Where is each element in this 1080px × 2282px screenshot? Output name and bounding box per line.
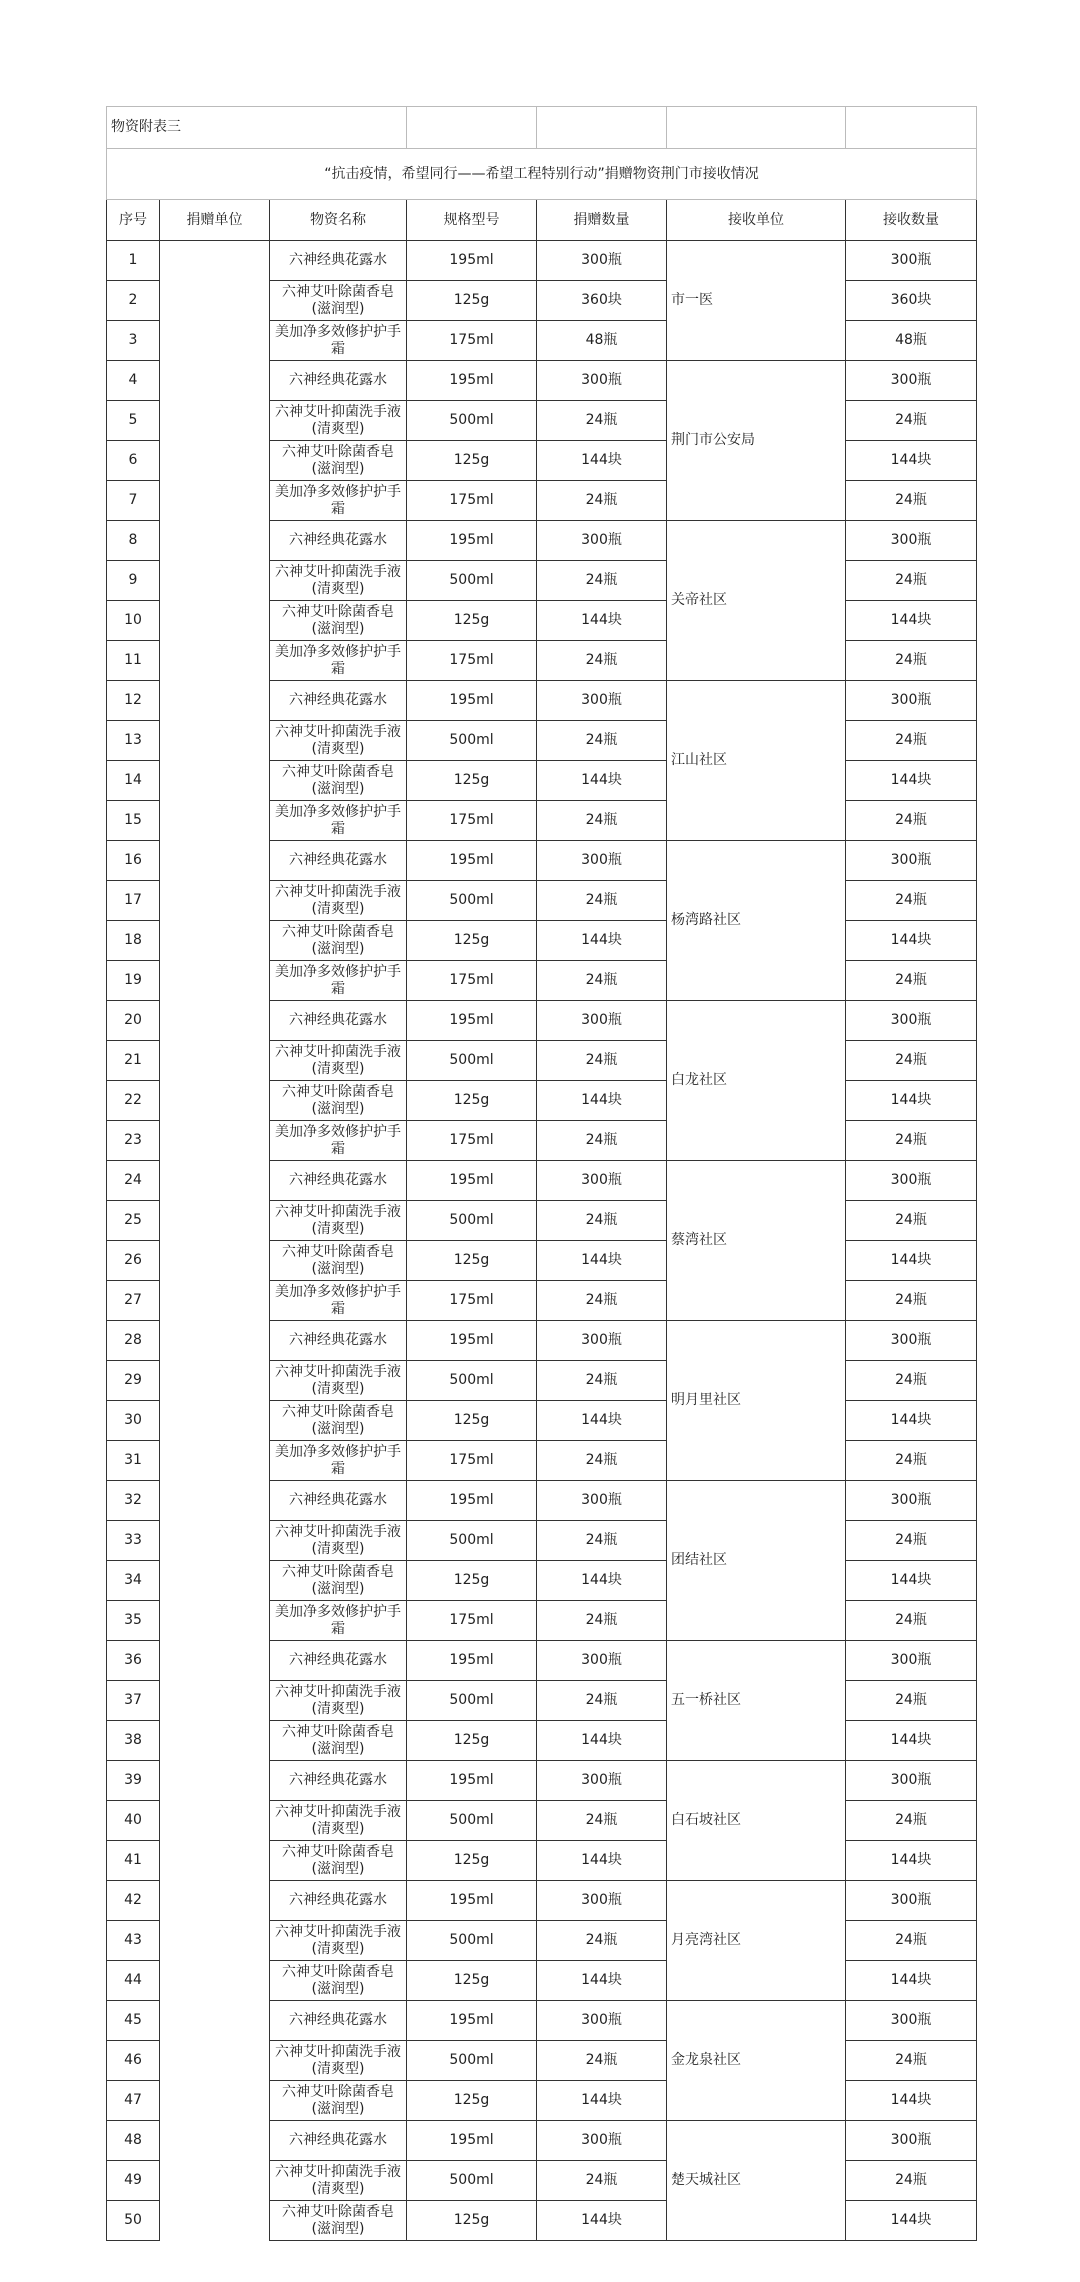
donated-qty-cell: 24瓶 xyxy=(537,1921,667,1961)
recipient-cell: 蔡湾社区 xyxy=(667,1161,846,1321)
seq-cell: 4 xyxy=(107,361,160,401)
item-name-cell: 六神艾叶除菌香皂(滋润型) xyxy=(270,1241,407,1281)
recipient-cell: 明月里社区 xyxy=(667,1321,846,1481)
received-qty-cell: 144块 xyxy=(846,601,977,641)
item-name-cell: 美加净多效修护护手霜 xyxy=(270,1281,407,1321)
donated-qty-cell: 144块 xyxy=(537,601,667,641)
donation-receipt-table xyxy=(106,106,977,2241)
seq-cell: 8 xyxy=(107,521,160,561)
spec-cell: 175ml xyxy=(407,961,537,1001)
seq-cell: 41 xyxy=(107,1841,160,1881)
spec-cell: 125g xyxy=(407,1841,537,1881)
received-qty-cell: 300瓶 xyxy=(846,2001,977,2041)
recipient-cell: 金龙泉社区 xyxy=(667,2001,846,2121)
received-qty-cell: 144块 xyxy=(846,1561,977,1601)
donated-qty-cell: 48瓶 xyxy=(537,321,667,361)
recipient-cell: 市一医 xyxy=(667,241,846,361)
seq-cell: 5 xyxy=(107,401,160,441)
seq-cell: 9 xyxy=(107,561,160,601)
recipient-cell: 白龙社区 xyxy=(667,1001,846,1161)
seq-cell: 48 xyxy=(107,2121,160,2161)
donated-qty-cell: 360块 xyxy=(537,281,667,321)
spec-cell: 125g xyxy=(407,2081,537,2121)
received-qty-cell: 144块 xyxy=(846,2201,977,2241)
recipient-cell: 五一桥社区 xyxy=(667,1641,846,1761)
item-name-cell: 美加净多效修护护手霜 xyxy=(270,481,407,521)
seq-cell: 30 xyxy=(107,1401,160,1441)
item-name-cell: 六神艾叶抑菌洗手液(清爽型) xyxy=(270,1041,407,1081)
spec-cell: 500ml xyxy=(407,1921,537,1961)
donated-qty-cell: 24瓶 xyxy=(537,2161,667,2201)
seq-cell: 26 xyxy=(107,1241,160,1281)
spec-cell: 125g xyxy=(407,1561,537,1601)
received-qty-cell: 144块 xyxy=(846,1241,977,1281)
received-qty-cell: 144块 xyxy=(846,1401,977,1441)
spec-cell: 195ml xyxy=(407,681,537,721)
spec-cell: 125g xyxy=(407,601,537,641)
received-qty-cell: 144块 xyxy=(846,1081,977,1121)
donated-qty-cell: 24瓶 xyxy=(537,961,667,1001)
donated-qty-cell: 24瓶 xyxy=(537,401,667,441)
item-name-cell: 六神艾叶抑菌洗手液(清爽型) xyxy=(270,1921,407,1961)
received-qty-cell: 24瓶 xyxy=(846,1521,977,1561)
item-name-cell: 六神经典花露水 xyxy=(270,841,407,881)
received-qty-cell: 300瓶 xyxy=(846,521,977,561)
item-name-cell: 六神艾叶抑菌洗手液(清爽型) xyxy=(270,881,407,921)
item-name-cell: 六神艾叶抑菌洗手液(清爽型) xyxy=(270,2041,407,2081)
seq-cell: 35 xyxy=(107,1601,160,1641)
item-name-cell: 六神艾叶除菌香皂(滋润型) xyxy=(270,1961,407,2001)
donated-qty-cell: 300瓶 xyxy=(537,841,667,881)
donated-qty-cell: 144块 xyxy=(537,1241,667,1281)
header-recipient: 接收单位 xyxy=(667,200,846,241)
item-name-cell: 美加净多效修护护手霜 xyxy=(270,801,407,841)
seq-cell: 10 xyxy=(107,601,160,641)
spec-cell: 125g xyxy=(407,1081,537,1121)
seq-cell: 33 xyxy=(107,1521,160,1561)
received-qty-cell: 300瓶 xyxy=(846,1641,977,1681)
spec-cell: 175ml xyxy=(407,321,537,361)
received-qty-cell: 144块 xyxy=(846,441,977,481)
spec-cell: 500ml xyxy=(407,1801,537,1841)
item-name-cell: 六神经典花露水 xyxy=(270,1321,407,1361)
header-donor: 捐赠单位 xyxy=(160,200,270,241)
received-qty-cell: 360块 xyxy=(846,281,977,321)
seq-cell: 12 xyxy=(107,681,160,721)
seq-cell: 13 xyxy=(107,721,160,761)
seq-cell: 11 xyxy=(107,641,160,681)
received-qty-cell: 144块 xyxy=(846,761,977,801)
recipient-cell: 月亮湾社区 xyxy=(667,1881,846,2001)
item-name-cell: 六神艾叶除菌香皂(滋润型) xyxy=(270,1561,407,1601)
donated-qty-cell: 300瓶 xyxy=(537,1161,667,1201)
received-qty-cell: 24瓶 xyxy=(846,481,977,521)
donated-qty-cell: 24瓶 xyxy=(537,1281,667,1321)
seq-cell: 40 xyxy=(107,1801,160,1841)
item-name-cell: 六神经典花露水 xyxy=(270,681,407,721)
donated-qty-cell: 300瓶 xyxy=(537,361,667,401)
seq-cell: 47 xyxy=(107,2081,160,2121)
spec-cell: 125g xyxy=(407,1961,537,2001)
item-name-cell: 六神艾叶抑菌洗手液(清爽型) xyxy=(270,1201,407,1241)
received-qty-cell: 24瓶 xyxy=(846,1361,977,1401)
spec-cell: 195ml xyxy=(407,1481,537,1521)
spec-cell: 195ml xyxy=(407,521,537,561)
received-qty-cell: 300瓶 xyxy=(846,1481,977,1521)
received-qty-cell: 300瓶 xyxy=(846,1161,977,1201)
recipient-cell: 杨湾路社区 xyxy=(667,841,846,1001)
spec-cell: 500ml xyxy=(407,1361,537,1401)
item-name-cell: 六神经典花露水 xyxy=(270,1001,407,1041)
received-qty-cell: 24瓶 xyxy=(846,2161,977,2201)
item-name-cell: 六神艾叶抑菌洗手液(清爽型) xyxy=(270,561,407,601)
spec-cell: 500ml xyxy=(407,2161,537,2201)
spec-cell: 195ml xyxy=(407,1321,537,1361)
item-name-cell: 六神艾叶抑菌洗手液(清爽型) xyxy=(270,1521,407,1561)
seq-cell: 19 xyxy=(107,961,160,1001)
seq-cell: 6 xyxy=(107,441,160,481)
spec-cell: 195ml xyxy=(407,241,537,281)
seq-cell: 28 xyxy=(107,1321,160,1361)
item-name-cell: 六神经典花露水 xyxy=(270,2001,407,2041)
donated-qty-cell: 24瓶 xyxy=(537,1121,667,1161)
item-name-cell: 六神经典花露水 xyxy=(270,361,407,401)
received-qty-cell: 144块 xyxy=(846,1721,977,1761)
seq-cell: 38 xyxy=(107,1721,160,1761)
item-name-cell: 六神艾叶除菌香皂(滋润型) xyxy=(270,1841,407,1881)
seq-cell: 37 xyxy=(107,1681,160,1721)
item-name-cell: 六神艾叶除菌香皂(滋润型) xyxy=(270,921,407,961)
spec-cell: 175ml xyxy=(407,1121,537,1161)
empty-cell xyxy=(667,107,846,149)
seq-cell: 15 xyxy=(107,801,160,841)
spec-cell: 175ml xyxy=(407,801,537,841)
spec-cell: 125g xyxy=(407,1721,537,1761)
spec-cell: 125g xyxy=(407,1241,537,1281)
seq-cell: 42 xyxy=(107,1881,160,1921)
spec-cell: 195ml xyxy=(407,841,537,881)
header-received-qty: 接收数量 xyxy=(846,200,977,241)
item-name-cell: 六神艾叶除菌香皂(滋润型) xyxy=(270,2201,407,2241)
donated-qty-cell: 300瓶 xyxy=(537,1761,667,1801)
item-name-cell: 六神艾叶除菌香皂(滋润型) xyxy=(270,1721,407,1761)
item-name-cell: 六神艾叶除菌香皂(滋润型) xyxy=(270,1081,407,1121)
received-qty-cell: 144块 xyxy=(846,921,977,961)
item-name-cell: 六神艾叶除菌香皂(滋润型) xyxy=(270,441,407,481)
donated-qty-cell: 300瓶 xyxy=(537,2121,667,2161)
recipient-cell: 荆门市公安局 xyxy=(667,361,846,521)
spec-cell: 500ml xyxy=(407,561,537,601)
received-qty-cell: 300瓶 xyxy=(846,1881,977,1921)
empty-cell xyxy=(407,107,537,149)
donated-qty-cell: 144块 xyxy=(537,1561,667,1601)
seq-cell: 14 xyxy=(107,761,160,801)
received-qty-cell: 24瓶 xyxy=(846,961,977,1001)
donated-qty-cell: 24瓶 xyxy=(537,641,667,681)
donated-qty-cell: 300瓶 xyxy=(537,1001,667,1041)
donated-qty-cell: 24瓶 xyxy=(537,1601,667,1641)
seq-cell: 25 xyxy=(107,1201,160,1241)
spec-cell: 125g xyxy=(407,281,537,321)
donated-qty-cell: 24瓶 xyxy=(537,1041,667,1081)
seq-cell: 29 xyxy=(107,1361,160,1401)
seq-cell: 31 xyxy=(107,1441,160,1481)
spec-cell: 125g xyxy=(407,2201,537,2241)
donated-qty-cell: 24瓶 xyxy=(537,1361,667,1401)
spec-cell: 175ml xyxy=(407,481,537,521)
table-row xyxy=(107,241,977,281)
donated-qty-cell: 300瓶 xyxy=(537,241,667,281)
received-qty-cell: 300瓶 xyxy=(846,241,977,281)
spec-cell: 125g xyxy=(407,761,537,801)
seq-cell: 39 xyxy=(107,1761,160,1801)
spec-cell: 500ml xyxy=(407,1681,537,1721)
seq-cell: 45 xyxy=(107,2001,160,2041)
seq-cell: 50 xyxy=(107,2201,160,2241)
seq-cell: 21 xyxy=(107,1041,160,1081)
table-caption: 物资附表三 xyxy=(107,107,407,149)
received-qty-cell: 24瓶 xyxy=(846,881,977,921)
seq-cell: 32 xyxy=(107,1481,160,1521)
seq-cell: 17 xyxy=(107,881,160,921)
recipient-cell: 江山社区 xyxy=(667,681,846,841)
donor-cell xyxy=(160,241,270,2241)
received-qty-cell: 300瓶 xyxy=(846,361,977,401)
received-qty-cell: 24瓶 xyxy=(846,1121,977,1161)
donated-qty-cell: 144块 xyxy=(537,1081,667,1121)
spec-cell: 195ml xyxy=(407,361,537,401)
spec-cell: 125g xyxy=(407,1401,537,1441)
received-qty-cell: 24瓶 xyxy=(846,1041,977,1081)
spec-cell: 500ml xyxy=(407,1041,537,1081)
received-qty-cell: 300瓶 xyxy=(846,2121,977,2161)
seq-cell: 44 xyxy=(107,1961,160,2001)
item-name-cell: 六神经典花露水 xyxy=(270,1761,407,1801)
donated-qty-cell: 24瓶 xyxy=(537,1801,667,1841)
table-title: “抗击疫情，希望同行——希望工程特别行动”捐赠物资荆门市接收情况 xyxy=(107,149,977,200)
spec-cell: 175ml xyxy=(407,1281,537,1321)
item-name-cell: 美加净多效修护护手霜 xyxy=(270,1601,407,1641)
header-donated-qty: 捐赠数量 xyxy=(537,200,667,241)
donated-qty-cell: 300瓶 xyxy=(537,2001,667,2041)
donated-qty-cell: 24瓶 xyxy=(537,481,667,521)
seq-cell: 27 xyxy=(107,1281,160,1321)
spec-cell: 500ml xyxy=(407,1521,537,1561)
item-name-cell: 美加净多效修护护手霜 xyxy=(270,1121,407,1161)
donated-qty-cell: 144块 xyxy=(537,2081,667,2121)
seq-cell: 49 xyxy=(107,2161,160,2201)
donated-qty-cell: 144块 xyxy=(537,921,667,961)
seq-cell: 2 xyxy=(107,281,160,321)
spec-cell: 125g xyxy=(407,441,537,481)
item-name-cell: 六神经典花露水 xyxy=(270,521,407,561)
item-name-cell: 美加净多效修护护手霜 xyxy=(270,641,407,681)
seq-cell: 18 xyxy=(107,921,160,961)
received-qty-cell: 24瓶 xyxy=(846,1601,977,1641)
seq-cell: 34 xyxy=(107,1561,160,1601)
donated-qty-cell: 144块 xyxy=(537,1401,667,1441)
seq-cell: 36 xyxy=(107,1641,160,1681)
item-name-cell: 六神经典花露水 xyxy=(270,1481,407,1521)
received-qty-cell: 24瓶 xyxy=(846,2041,977,2081)
spec-cell: 175ml xyxy=(407,1441,537,1481)
item-name-cell: 六神艾叶抑菌洗手液(清爽型) xyxy=(270,1801,407,1841)
received-qty-cell: 24瓶 xyxy=(846,1921,977,1961)
donated-qty-cell: 24瓶 xyxy=(537,2041,667,2081)
header-item-name: 物资名称 xyxy=(270,200,407,241)
donated-qty-cell: 24瓶 xyxy=(537,1201,667,1241)
received-qty-cell: 144块 xyxy=(846,1961,977,2001)
spec-cell: 175ml xyxy=(407,641,537,681)
seq-cell: 22 xyxy=(107,1081,160,1121)
item-name-cell: 美加净多效修护护手霜 xyxy=(270,1441,407,1481)
seq-cell: 3 xyxy=(107,321,160,361)
spec-cell: 195ml xyxy=(407,1761,537,1801)
item-name-cell: 六神艾叶除菌香皂(滋润型) xyxy=(270,281,407,321)
donated-qty-cell: 300瓶 xyxy=(537,1481,667,1521)
item-name-cell: 六神艾叶抑菌洗手液(清爽型) xyxy=(270,1681,407,1721)
seq-cell: 7 xyxy=(107,481,160,521)
received-qty-cell: 24瓶 xyxy=(846,401,977,441)
seq-cell: 46 xyxy=(107,2041,160,2081)
recipient-cell: 楚天城社区 xyxy=(667,2121,846,2241)
spec-cell: 500ml xyxy=(407,1201,537,1241)
received-qty-cell: 48瓶 xyxy=(846,321,977,361)
spec-cell: 195ml xyxy=(407,2001,537,2041)
donated-qty-cell: 24瓶 xyxy=(537,1681,667,1721)
received-qty-cell: 300瓶 xyxy=(846,1761,977,1801)
item-name-cell: 六神经典花露水 xyxy=(270,1641,407,1681)
donated-qty-cell: 144块 xyxy=(537,1961,667,2001)
spec-cell: 125g xyxy=(407,921,537,961)
item-name-cell: 六神经典花露水 xyxy=(270,1881,407,1921)
donated-qty-cell: 300瓶 xyxy=(537,1321,667,1361)
received-qty-cell: 300瓶 xyxy=(846,841,977,881)
donated-qty-cell: 24瓶 xyxy=(537,1521,667,1561)
received-qty-cell: 300瓶 xyxy=(846,1321,977,1361)
received-qty-cell: 144块 xyxy=(846,2081,977,2121)
item-name-cell: 美加净多效修护护手霜 xyxy=(270,961,407,1001)
item-name-cell: 美加净多效修护护手霜 xyxy=(270,321,407,361)
recipient-cell: 白石坡社区 xyxy=(667,1761,846,1881)
caption-row xyxy=(107,107,977,149)
donated-qty-cell: 300瓶 xyxy=(537,1641,667,1681)
header-spec: 规格型号 xyxy=(407,200,537,241)
header-row xyxy=(107,200,977,241)
donated-qty-cell: 144块 xyxy=(537,441,667,481)
seq-cell: 1 xyxy=(107,241,160,281)
received-qty-cell: 24瓶 xyxy=(846,721,977,761)
donated-qty-cell: 144块 xyxy=(537,1841,667,1881)
item-name-cell: 六神艾叶除菌香皂(滋润型) xyxy=(270,601,407,641)
recipient-cell: 团结社区 xyxy=(667,1481,846,1641)
received-qty-cell: 24瓶 xyxy=(846,1801,977,1841)
item-name-cell: 六神艾叶抑菌洗手液(清爽型) xyxy=(270,721,407,761)
donated-qty-cell: 300瓶 xyxy=(537,1881,667,1921)
item-name-cell: 六神经典花露水 xyxy=(270,1161,407,1201)
donated-qty-cell: 24瓶 xyxy=(537,881,667,921)
received-qty-cell: 144块 xyxy=(846,1841,977,1881)
received-qty-cell: 24瓶 xyxy=(846,1441,977,1481)
item-name-cell: 六神艾叶抑菌洗手液(清爽型) xyxy=(270,2161,407,2201)
empty-cell xyxy=(846,107,977,149)
recipient-cell: 关帝社区 xyxy=(667,521,846,681)
item-name-cell: 六神艾叶除菌香皂(滋润型) xyxy=(270,761,407,801)
empty-cell xyxy=(537,107,667,149)
spec-cell: 195ml xyxy=(407,1161,537,1201)
spec-cell: 500ml xyxy=(407,881,537,921)
seq-cell: 24 xyxy=(107,1161,160,1201)
seq-cell: 20 xyxy=(107,1001,160,1041)
donated-qty-cell: 24瓶 xyxy=(537,561,667,601)
item-name-cell: 六神艾叶抑菌洗手液(清爽型) xyxy=(270,1361,407,1401)
received-qty-cell: 24瓶 xyxy=(846,641,977,681)
donated-qty-cell: 144块 xyxy=(537,761,667,801)
header-seq: 序号 xyxy=(107,200,160,241)
received-qty-cell: 24瓶 xyxy=(846,801,977,841)
item-name-cell: 六神艾叶除菌香皂(滋润型) xyxy=(270,1401,407,1441)
seq-cell: 43 xyxy=(107,1921,160,1961)
donated-qty-cell: 300瓶 xyxy=(537,521,667,561)
spec-cell: 500ml xyxy=(407,2041,537,2081)
spec-cell: 195ml xyxy=(407,1001,537,1041)
spec-cell: 195ml xyxy=(407,1881,537,1921)
spec-cell: 195ml xyxy=(407,1641,537,1681)
item-name-cell: 六神经典花露水 xyxy=(270,2121,407,2161)
received-qty-cell: 24瓶 xyxy=(846,1201,977,1241)
received-qty-cell: 300瓶 xyxy=(846,1001,977,1041)
spec-cell: 500ml xyxy=(407,401,537,441)
seq-cell: 16 xyxy=(107,841,160,881)
donated-qty-cell: 24瓶 xyxy=(537,801,667,841)
spec-cell: 195ml xyxy=(407,2121,537,2161)
received-qty-cell: 24瓶 xyxy=(846,1281,977,1321)
item-name-cell: 六神艾叶除菌香皂(滋润型) xyxy=(270,2081,407,2121)
item-name-cell: 六神艾叶抑菌洗手液(清爽型) xyxy=(270,401,407,441)
received-qty-cell: 24瓶 xyxy=(846,561,977,601)
seq-cell: 23 xyxy=(107,1121,160,1161)
spec-cell: 175ml xyxy=(407,1601,537,1641)
received-qty-cell: 300瓶 xyxy=(846,681,977,721)
donated-qty-cell: 24瓶 xyxy=(537,1441,667,1481)
donated-qty-cell: 144块 xyxy=(537,2201,667,2241)
title-row xyxy=(107,149,977,200)
donated-qty-cell: 300瓶 xyxy=(537,681,667,721)
donated-qty-cell: 24瓶 xyxy=(537,721,667,761)
spec-cell: 500ml xyxy=(407,721,537,761)
received-qty-cell: 24瓶 xyxy=(846,1681,977,1721)
donated-qty-cell: 144块 xyxy=(537,1721,667,1761)
item-name-cell: 六神经典花露水 xyxy=(270,241,407,281)
